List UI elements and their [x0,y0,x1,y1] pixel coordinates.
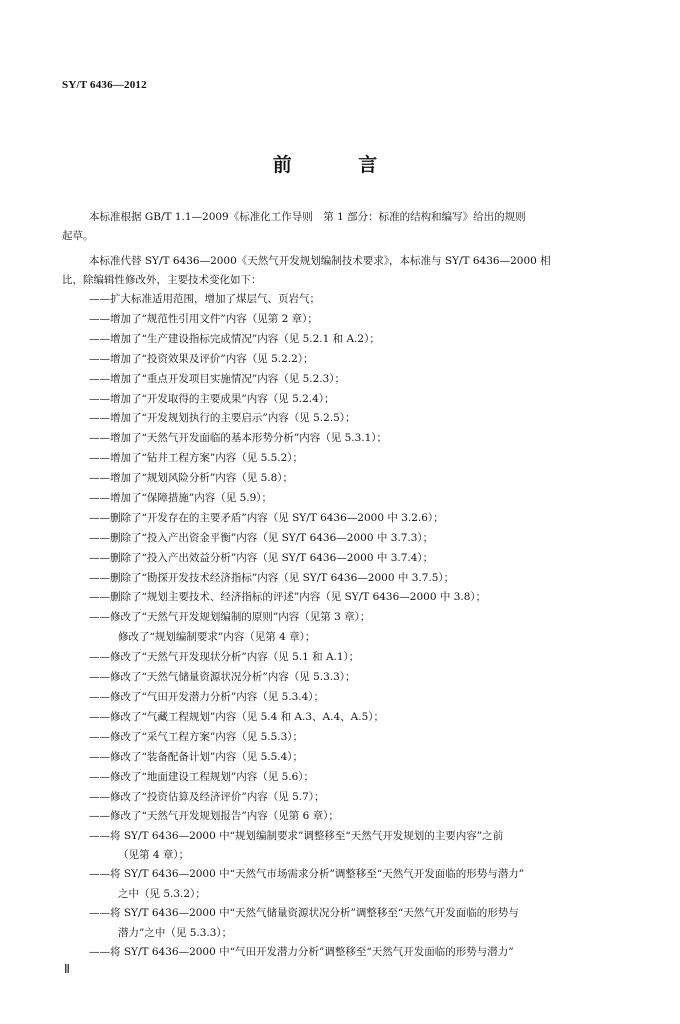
text-line: ——扩大标准适用范围，增加了煤层气、页岩气； [89,293,320,305]
text-line: ——增加了“重点开发项目实施情况”内容（见 5.2.3）； [89,373,346,385]
text-line: ——增加了“开发规划执行的主要启示”内容（见 5.2.5）； [89,412,356,424]
text-line: ——修改了“采气工程方案”内容（见 5.5.3）； [89,731,304,743]
text-line: ——增加了“钻井工程方案”内容（见 5.5.2）； [89,452,304,464]
text-line: 起草。 [62,230,94,242]
text-line: 本标准根据 GB/T 1.1—2009《标准化工作导则 第 1 部分：标准的结构和编写》给出的规则 [89,211,526,223]
text-line: 比，除编辑性修改外，主要技术变化如下： [62,274,262,286]
text-line: ——删除了“投入产出资金平衡”内容（见 SY/T 6436—2000 中 3.7.3）； [89,532,434,544]
text-line: ——增加了“开发取得的主要成果”内容（见 5.2.4）； [89,393,335,405]
text-line: ——增加了“生产建设指标完成情况”内容（见 5.2.1 和 A.2）； [89,333,380,345]
text-line: ——删除了“勘探开发技术经济指标”内容（见 SY/T 6436—2000 中 3.7.5）； [89,572,455,584]
text-line: ——增加了“天然气开发面临的基本形势分析”内容（见 5.3.1）； [89,432,388,444]
text-line: ——删除了“规划主要技术、经济指标的评述”内容（见 SY/T 6436—2000 中 3.8）； [89,591,487,603]
text-line: ——将 SY/T 6436—2000 中“规划编制要求”调整移至“天然气开发规划的主要内容”之前 [89,830,504,842]
text-line: 之中（见 5.3.2）； [118,888,206,900]
text-line: ——修改了“天然气开发现状分析”内容（见 5.1 和 A.1）； [89,651,360,663]
text-line: ——增加了“投资效果及评价”内容（见 5.2.2）； [89,353,314,365]
document-header: SY/T 6436—2012 [62,79,147,91]
text-line: ——增加了“规范性引用文件”内容（见第 2 章）； [89,313,318,325]
text-line: 本标准代替 SY/T 6436—2000《天然气开发规划编制技术要求》，本标准与 SY/T 6436—2000 相 [89,255,551,267]
text-line: ——修改了“装备配备计划”内容（见 5.5.4）； [89,751,304,763]
text-line: ——修改了“天然气开发规划编制的原则”内容（见第 3 章）； [89,611,371,623]
text-line: ——将 SY/T 6436—2000 中“天然气储量资源状况分析”调整移至“天然气开发面临的形势与 [89,907,519,919]
text-line: ——修改了“天然气储量资源状况分析”内容（见 5.3.3）； [89,671,356,683]
text-line: ——修改了“地面建设工程规划”内容（见 5.6）； [89,771,315,783]
text-line: ——修改了“天然气开发规划报告”内容（见第 6 章）； [89,810,339,822]
text-line: 潜力”之中（见 5.3.3）； [118,927,233,939]
page-title: 前 言 [272,154,408,176]
text-line: ——将 SY/T 6436—2000 中“气田开发潜力分析”调整移至“天然气开发面临的形势与潜力” [89,946,514,958]
text-line: ——将 SY/T 6436—2000 中“天然气市场需求分析”调整移至“天然气开发面临的形势与潜力” [89,868,525,880]
text-line: ——修改了“气藏工程规划”内容（见 5.4 和 A.3、A.4、A.5）； [89,711,384,723]
text-line: （见第 4 章）； [118,849,190,861]
text-line: ——增加了“保障措施”内容（见 5.9）； [89,492,273,504]
text-line: ——修改了“气田开发潜力分析”内容（见 5.3.4）； [89,691,325,703]
page-number: Ⅱ [64,962,70,976]
text-line: ——增加了“规划风险分析”内容（见 5.8）； [89,472,294,484]
text-line: ——删除了“投入产出效益分析”内容（见 SY/T 6436—2000 中 3.7.4）； [89,552,434,564]
text-line: ——修改了“投资估算及经济评价”内容（见 5.7）； [89,791,325,803]
text-line: ——删除了“开发存在的主要矛盾”内容（见 SY/T 6436—2000 中 3.2.6）； [89,512,444,524]
text-line: 修改了“规划编制要求”内容（见第 4 章）； [118,631,316,643]
